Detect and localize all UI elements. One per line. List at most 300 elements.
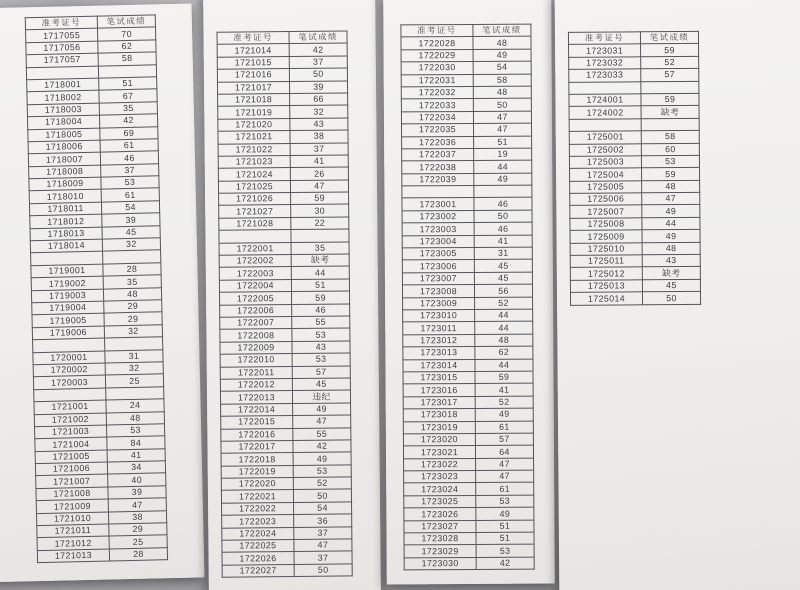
exam-id-cell: 1721003 (35, 425, 107, 439)
exam-id-cell: 1718003 (27, 103, 99, 117)
score-sheet-page-2 (203, 0, 381, 590)
score-header: 笔试成绩 (640, 31, 698, 44)
exam-id-cell: 1721017 (217, 81, 289, 94)
exam-id-cell: 1722020 (221, 478, 293, 491)
score-cell: 25 (109, 535, 167, 549)
table-row (401, 111, 531, 124)
exam-id-cell: 1722010 (220, 354, 292, 367)
exam-id-cell: 1722027 (222, 564, 294, 577)
score-cell: 49 (642, 205, 700, 218)
score-cell (474, 185, 532, 198)
separator-row (569, 81, 699, 94)
table-row (403, 321, 533, 334)
exam-id-cell: 1722016 (221, 428, 293, 441)
score-cell: 51 (291, 279, 349, 292)
score-cell: 59 (641, 93, 699, 106)
score-cell: 35 (291, 242, 349, 255)
score-header: 笔试成绩 (473, 24, 531, 37)
exam-id-cell: 1721001 (34, 400, 106, 414)
score-cell: 47 (108, 498, 166, 512)
score-cell: 42 (293, 440, 351, 453)
exam-id-cell: 1722015 (221, 416, 293, 429)
score-cell: 32 (104, 325, 162, 339)
table-row (401, 37, 531, 50)
score-cell: 50 (294, 564, 352, 577)
score-cell: 32 (105, 362, 163, 376)
exam-id-cell: 1718006 (28, 140, 100, 154)
exam-id-cell: 1722038 (402, 161, 474, 174)
exam-id-header: 准考证号 (25, 16, 97, 30)
score-sheet-page-3 (383, 0, 555, 585)
score-cell: 46 (474, 222, 532, 235)
table-row (570, 168, 700, 181)
score-cell: 37 (294, 551, 352, 564)
score-cell: 26 (290, 167, 348, 180)
exam-id-cell: 1722033 (401, 99, 473, 112)
header-row (568, 31, 698, 44)
exam-id-cell: 1723031 (569, 44, 641, 57)
table-row (402, 160, 532, 173)
score-cell: 37 (290, 142, 348, 155)
exam-id-cell: 1721019 (218, 106, 290, 119)
table-row (570, 254, 700, 267)
exam-id-cell: 1721026 (219, 193, 291, 206)
exam-id-cell: 1722029 (401, 49, 473, 62)
exam-id-cell: 1723002 (402, 210, 474, 223)
score-cell: 53 (641, 155, 699, 168)
score-cell: 29 (104, 312, 162, 326)
exam-id-cell: 1723001 (402, 198, 474, 211)
table-row (401, 74, 531, 87)
exam-id-cell: 1725007 (570, 205, 642, 218)
score-cell: 40 (108, 473, 166, 487)
score-cell: 38 (290, 130, 348, 143)
score-cell: 31 (474, 247, 532, 260)
table-row (569, 130, 699, 143)
exam-id-cell: 1722039 (402, 173, 474, 186)
exam-id-cell: 1723021 (403, 446, 475, 459)
table-row (402, 222, 532, 235)
table-row (570, 205, 700, 218)
table-row (403, 334, 533, 347)
score-cell: 60 (641, 143, 699, 156)
exam-id-cell: 1725008 (570, 218, 642, 231)
score-cell: 59 (291, 192, 349, 205)
score-cell: 47 (476, 470, 534, 483)
score-cell: 37 (294, 527, 352, 540)
score-cell: 61 (475, 421, 533, 434)
score-cell: 43 (642, 254, 700, 267)
exam-id-cell: 1722007 (220, 316, 292, 329)
score-table-page-2 (216, 30, 352, 577)
score-cell: 缺考 (291, 254, 349, 267)
score-cell: 48 (103, 287, 161, 301)
exam-id-cell: 1718001 (27, 78, 99, 92)
score-cell: 47 (473, 111, 531, 124)
exam-id-cell: 1725005 (570, 180, 642, 193)
exam-id-cell: 1723009 (403, 297, 475, 310)
exam-id-cell: 1722002 (219, 255, 291, 268)
exam-id-cell: 1719003 (31, 289, 103, 303)
exam-id-cell: 1723019 (403, 421, 475, 434)
score-cell: 47 (293, 415, 351, 428)
score-cell: 44 (474, 160, 532, 173)
score-cell: 50 (474, 210, 532, 223)
exam-id-cell: 1721009 (36, 499, 108, 513)
exam-id-cell: 1721005 (35, 450, 107, 464)
table-row (402, 284, 532, 297)
table-row (403, 445, 533, 458)
score-cell: 46 (100, 151, 158, 165)
table-row (570, 242, 700, 255)
score-cell: 57 (641, 69, 699, 82)
exam-id-cell: 1723008 (402, 285, 474, 298)
exam-id-cell: 1723005 (402, 247, 474, 260)
table-row (403, 297, 533, 310)
exam-id-cell: 1722021 (221, 490, 293, 503)
score-cell: 58 (473, 74, 531, 87)
table-header (568, 31, 698, 44)
exam-id-cell: 1721007 (36, 474, 108, 488)
exam-id-cell: 1725001 (569, 131, 641, 144)
exam-id-cell: 1722032 (401, 86, 473, 99)
exam-id-cell: 1722018 (221, 453, 293, 466)
exam-id-cell: 1723012 (403, 334, 475, 347)
exam-id-cell: 1722014 (221, 403, 293, 416)
score-cell: 55 (293, 427, 351, 440)
table-row (402, 198, 532, 211)
exam-id-cell: 1722035 (401, 124, 473, 137)
score-cell: 45 (102, 225, 160, 239)
exam-id-cell: 1722013 (220, 391, 292, 404)
exam-id-cell (402, 186, 474, 199)
table-row (403, 309, 533, 322)
score-cell: 57 (475, 433, 533, 446)
score-sheet-page-4 (555, 0, 800, 590)
table-row (570, 292, 700, 305)
score-cell: 44 (475, 359, 533, 372)
score-cell: 38 (108, 510, 166, 524)
score-cell: 53 (293, 465, 351, 478)
exam-id-cell: 1718011 (29, 202, 101, 216)
exam-id-cell (569, 81, 641, 94)
score-cell: 50 (293, 489, 351, 502)
exam-id-cell: 1722031 (401, 74, 473, 87)
exam-id-cell: 1725013 (570, 280, 642, 293)
exam-id-cell (219, 230, 291, 243)
exam-id-cell: 1723004 (402, 235, 474, 248)
exam-id-cell: 1720002 (33, 363, 105, 377)
score-cell: 53 (476, 545, 534, 558)
exam-id-cell: 1722006 (220, 304, 292, 317)
table-row (570, 192, 700, 205)
score-cell: 54 (101, 201, 159, 215)
score-cell: 54 (294, 502, 352, 515)
exam-id-cell: 1724002 (569, 106, 641, 119)
exam-id-cell: 1723016 (403, 384, 475, 397)
exam-id-cell: 1719004 (32, 301, 104, 315)
table-row (402, 247, 532, 260)
table-row (402, 173, 532, 186)
table-row (404, 557, 534, 570)
exam-id-cell: 1718002 (27, 90, 99, 104)
score-cell: 53 (101, 176, 159, 190)
score-cell: 56 (474, 284, 532, 297)
exam-id-cell: 1722008 (220, 329, 292, 342)
exam-id-cell: 1718010 (29, 190, 101, 204)
table-row (401, 86, 531, 99)
exam-id-cell: 1718007 (28, 152, 100, 166)
score-cell: 39 (289, 81, 347, 94)
table-row (37, 547, 167, 562)
score-cell: 29 (104, 300, 162, 314)
score-cell: 41 (107, 448, 165, 462)
exam-id-cell: 1723025 (404, 495, 476, 508)
score-cell: 违纪 (292, 390, 350, 403)
score-cell: 32 (290, 105, 348, 118)
table-row (402, 210, 532, 223)
table-row (569, 106, 699, 119)
exam-id-cell (569, 119, 641, 132)
exam-id-cell: 1725009 (570, 230, 642, 243)
exam-id-cell: 1725006 (570, 193, 642, 206)
table-row (402, 235, 532, 248)
table-row (403, 396, 533, 409)
exam-id-cell: 1725010 (570, 242, 642, 255)
table-row (401, 98, 531, 111)
exam-id-cell: 1721006 (35, 462, 107, 476)
score-cell: 42 (289, 43, 347, 56)
table-row (569, 44, 699, 57)
score-cell: 35 (99, 102, 157, 116)
score-cell: 49 (476, 507, 534, 520)
exam-id-cell: 1723026 (404, 508, 476, 521)
table-row (403, 421, 533, 434)
score-cell: 43 (292, 341, 350, 354)
score-cell: 44 (642, 217, 700, 230)
separator-row (402, 185, 532, 198)
exam-id-cell: 1721025 (218, 180, 290, 193)
table-row (570, 230, 700, 243)
exam-id-cell: 1718009 (29, 177, 101, 191)
table-row (401, 123, 531, 136)
exam-id-cell: 1721008 (36, 487, 108, 501)
table-row (404, 545, 534, 558)
score-cell: 51 (476, 520, 534, 533)
table-row (569, 69, 699, 82)
exam-id-cell: 1718008 (29, 165, 101, 179)
score-cell: 47 (290, 180, 348, 193)
score-cell: 39 (108, 486, 166, 500)
exam-id-cell: 1723018 (403, 409, 475, 422)
exam-id-cell: 1722024 (222, 527, 294, 540)
exam-id-cell: 1723033 (569, 69, 641, 82)
exam-id-cell: 1722017 (221, 440, 293, 453)
score-cell: 47 (476, 458, 534, 471)
exam-id-cell: 1722034 (401, 111, 473, 124)
score-cell: 66 (290, 93, 348, 106)
exam-id-cell: 1719006 (32, 326, 104, 340)
exam-id-cell: 1723010 (403, 309, 475, 322)
score-cell: 45 (474, 260, 532, 273)
exam-id-cell: 1722005 (220, 292, 292, 305)
score-cell: 51 (476, 532, 534, 545)
exam-id-cell: 1722019 (221, 465, 293, 478)
exam-id-cell: 1725004 (570, 168, 642, 181)
exam-id-cell: 1717055 (26, 29, 98, 43)
score-cell: 46 (292, 304, 350, 317)
exam-id-cell: 1718004 (27, 115, 99, 129)
score-cell: 53 (476, 495, 534, 508)
exam-id-cell: 1722004 (219, 279, 291, 292)
table-row (569, 56, 699, 69)
table-body (401, 37, 534, 571)
score-cell: 46 (474, 198, 532, 211)
score-cell: 49 (475, 408, 533, 421)
exam-id-cell: 1721010 (36, 512, 108, 526)
header-row (401, 24, 531, 37)
score-cell: 50 (289, 68, 347, 81)
score-header: 笔试成绩 (97, 15, 155, 29)
table-row (570, 180, 700, 193)
exam-id-cell: 1723014 (403, 359, 475, 372)
table-row (404, 532, 534, 545)
exam-id-cell: 1717057 (26, 53, 98, 67)
score-cell: 61 (476, 483, 534, 496)
exam-id-cell: 1721012 (37, 536, 109, 550)
score-cell: 31 (105, 349, 163, 363)
score-cell: 55 (292, 316, 350, 329)
table-row (404, 520, 534, 533)
table-row (402, 272, 532, 285)
score-cell: 41 (475, 383, 533, 396)
table-row (403, 408, 533, 421)
score-cell: 53 (292, 353, 350, 366)
table-row (401, 49, 531, 62)
score-cell: 49 (293, 452, 351, 465)
table-row (404, 470, 534, 483)
score-cell: 52 (641, 56, 699, 69)
exam-id-cell: 1721013 (37, 549, 109, 563)
exam-id-cell: 1721020 (218, 118, 290, 131)
exam-id-cell: 1723017 (403, 396, 475, 409)
exam-id-cell: 1721016 (217, 69, 289, 82)
exam-id-cell: 1723015 (403, 371, 475, 384)
exam-id-cell: 1722030 (401, 62, 473, 75)
score-cell: 42 (99, 114, 157, 128)
score-cell: 30 (291, 204, 349, 217)
exam-id-cell: 1723013 (403, 347, 475, 360)
score-table-page-4 (568, 31, 701, 306)
exam-id-cell: 1723011 (403, 322, 475, 335)
table-row (403, 433, 533, 446)
score-cell: 29 (109, 523, 167, 537)
score-cell: 19 (474, 148, 532, 161)
exam-id-header: 准考证号 (568, 32, 640, 45)
exam-id-cell: 1721023 (218, 155, 290, 168)
exam-id-cell: 1723029 (404, 545, 476, 558)
exam-id-cell: 1722026 (222, 552, 294, 565)
exam-id-cell: 1718012 (30, 214, 102, 228)
score-cell: 48 (473, 86, 531, 99)
score-cell: 64 (475, 445, 533, 458)
table-row (570, 217, 700, 230)
table-body (569, 44, 701, 305)
exam-id-cell: 1725012 (570, 267, 642, 280)
score-cell: 53 (292, 328, 350, 341)
exam-id-cell: 1722037 (402, 148, 474, 161)
score-cell: 34 (107, 461, 165, 475)
exam-id-cell: 1721004 (35, 437, 107, 451)
exam-id-cell: 1723006 (402, 260, 474, 273)
table-row (402, 148, 532, 161)
exam-id-cell: 1722028 (401, 37, 473, 50)
score-cell: 37 (289, 56, 347, 69)
score-cell: 51 (474, 136, 532, 149)
score-cell: 48 (106, 411, 164, 425)
score-cell (641, 81, 699, 94)
score-cell: 49 (293, 403, 351, 416)
score-cell: 58 (98, 52, 156, 66)
exam-id-cell: 1723024 (404, 483, 476, 496)
exam-id-cell: 1722036 (402, 136, 474, 149)
table-row (569, 143, 699, 156)
score-table-page-1 (25, 14, 168, 563)
table-row (403, 359, 533, 372)
table-row (402, 136, 532, 149)
table-row (403, 371, 533, 384)
exam-id-cell: 1725003 (569, 156, 641, 169)
table-row (404, 507, 534, 520)
score-cell: 48 (475, 334, 533, 347)
table-row (401, 61, 531, 74)
score-cell: 49 (473, 49, 531, 62)
table-row (222, 564, 352, 578)
score-cell: 59 (475, 371, 533, 384)
score-cell: 48 (642, 180, 700, 193)
score-cell: 48 (642, 242, 700, 255)
score-cell: 缺考 (641, 106, 699, 119)
exam-id-cell: 1723023 (404, 471, 476, 484)
exam-id-cell: 1722009 (220, 341, 292, 354)
score-cell: 62 (98, 40, 156, 54)
exam-id-cell: 1722011 (220, 366, 292, 379)
exam-id-cell: 1721014 (217, 44, 289, 57)
score-cell: 39 (102, 213, 160, 227)
table-row (402, 260, 532, 273)
score-cell: 36 (294, 514, 352, 527)
score-cell: 缺考 (642, 267, 700, 280)
exam-id-cell: 1718013 (30, 227, 102, 241)
table-row (570, 267, 700, 280)
score-cell: 58 (641, 130, 699, 143)
score-cell (641, 118, 699, 131)
table-row (570, 279, 700, 292)
score-cell: 48 (473, 37, 531, 50)
exam-id-cell: 1722025 (222, 540, 294, 553)
score-cell (291, 229, 349, 242)
score-cell: 61 (100, 139, 158, 153)
table-body (217, 43, 352, 577)
exam-id-cell: 1721024 (218, 168, 290, 181)
score-cell: 54 (473, 61, 531, 74)
exam-id-cell: 1723022 (404, 458, 476, 471)
score-cell: 52 (475, 297, 533, 310)
score-cell: 45 (474, 272, 532, 285)
exam-id-cell: 1722023 (222, 515, 294, 528)
score-cell: 37 (101, 163, 159, 177)
score-cell: 47 (473, 123, 531, 136)
